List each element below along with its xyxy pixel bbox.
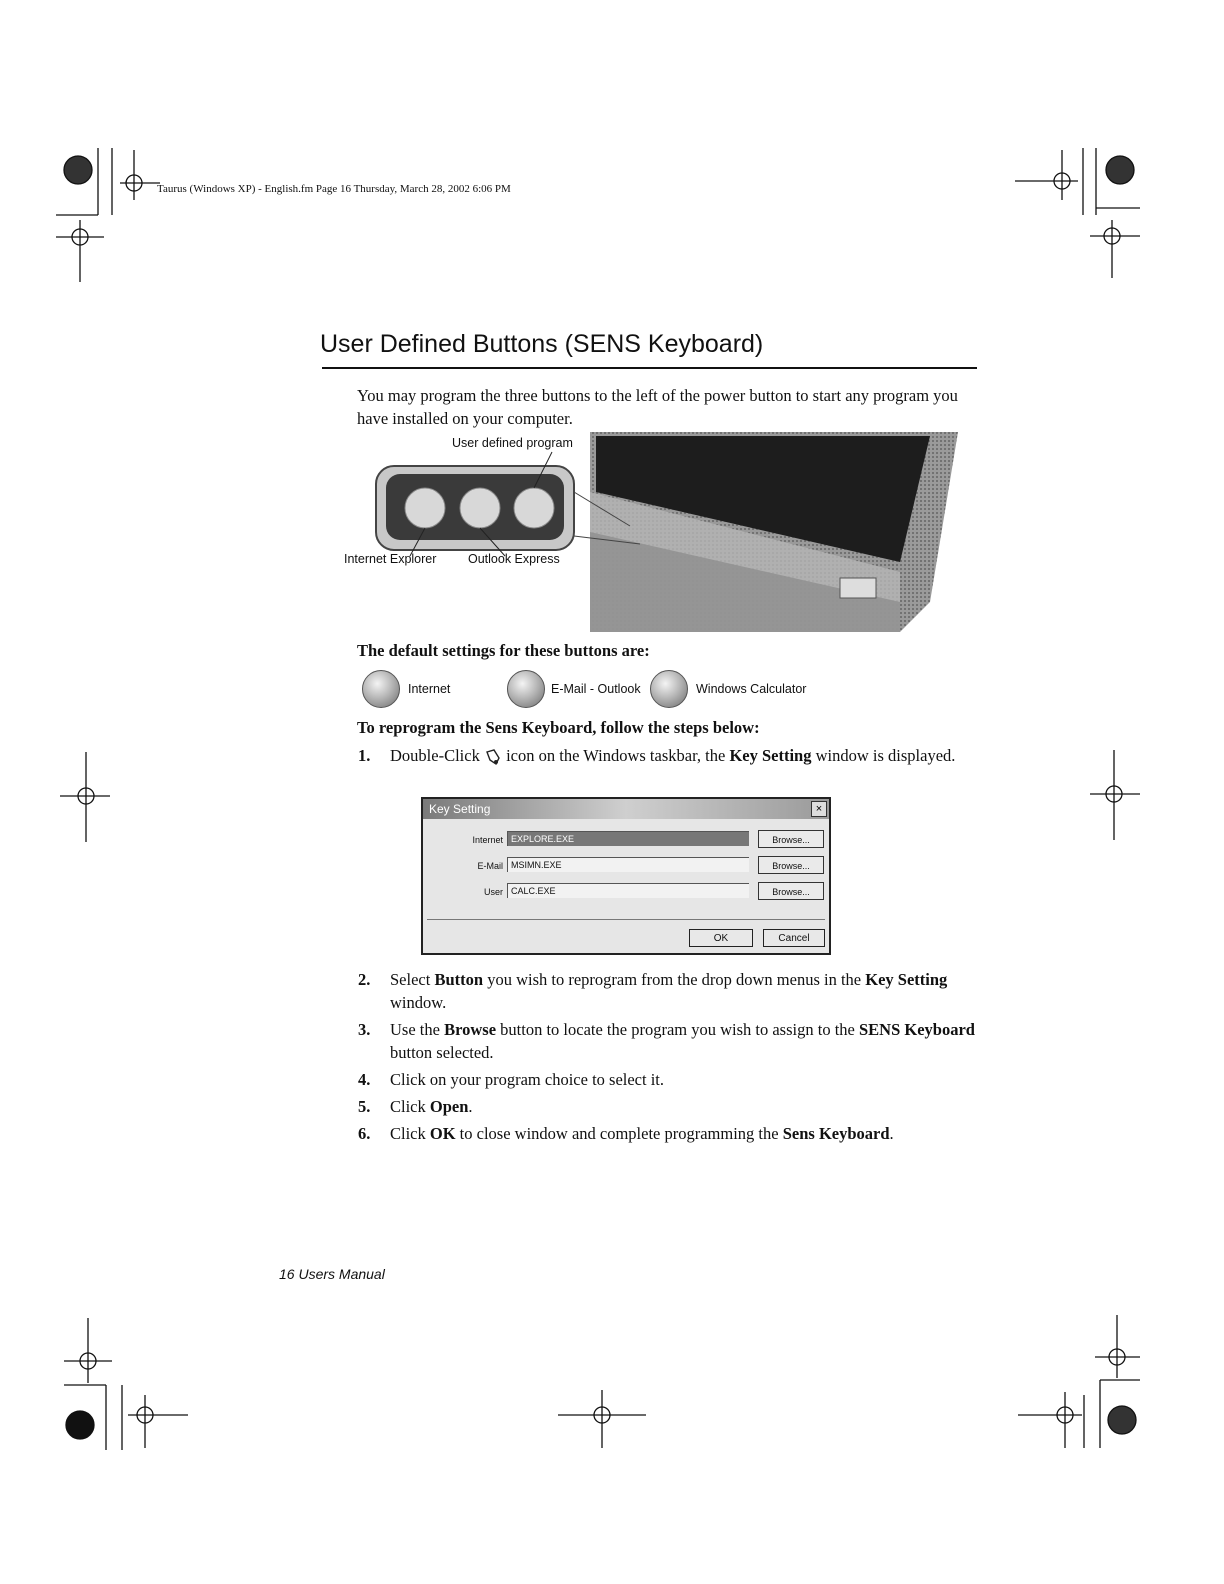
step-text-c: . [468,1097,473,1116]
step-text-d: window. [390,993,447,1012]
step1-bold: Key Setting [729,746,812,765]
step-number: 5. [358,1097,371,1116]
step-5 [358,1095,978,1118]
step-3 [358,1018,978,1064]
close-button[interactable]: × [811,801,827,817]
step1-text-b: icon on the Windows taskbar, the [506,746,726,765]
step-bold-1: OK [429,1124,456,1143]
step-bold-1: Open [429,1097,469,1116]
cancel-button[interactable]: Cancel [763,929,825,947]
key-row-email [423,855,829,877]
step-bold-1: Browse [444,1020,497,1039]
step-text [390,1122,894,1145]
intro-paragraph: You may program the three buttons to the left of the power button to start any program you have installed on your computer. [357,386,958,428]
calculator-button-icon [650,670,688,708]
email-button-icon [507,670,545,708]
step-bold-1: Button [434,970,484,989]
step-text [390,1068,664,1091]
file-header: Taurus (Windows XP) - English.fm Page 16 Thursday, March 28, 2002 6:06 PM [157,183,511,195]
browse-button-internet[interactable]: Browse... [758,830,824,848]
step-6 [358,1122,978,1145]
step-bold-2: Sens Keyboard [782,1124,890,1143]
step-4 [358,1068,978,1091]
step-text-d: button selected. [390,1043,494,1062]
step-text-a: Click [390,1097,430,1116]
page-title: User Defined Buttons (SENS Keyboard) [320,330,764,358]
key-row-user [423,881,829,903]
step-number: 2. [358,970,371,989]
step-bold-2: Key Setting [865,970,948,989]
step-text [390,1095,473,1118]
step-text-c: button to locate the program you wish to assign to the [496,1020,859,1039]
step-text-c: to close window and complete programming the [455,1124,783,1143]
step-text-a: Use the [390,1020,445,1039]
step-text [390,968,978,1014]
step-number: 3. [358,1020,371,1039]
step-bold-2: SENS Keyboard [858,1020,975,1039]
step-list [358,968,978,1149]
step-text [390,744,955,767]
title-divider [322,367,977,369]
step-text-c: you wish to reprogram from the drop down menus in the [483,970,866,989]
step1-text-a: Double-Click [390,746,480,765]
key-setting-window [421,797,831,955]
key-row-internet [423,829,829,851]
step-2 [358,968,978,1014]
reprogram-heading: To reprogram the Sens Keyboard, follow the steps below: [357,718,760,737]
window-title: Key Setting [429,802,491,816]
default-internet-label: Internet [408,682,451,696]
browse-button-user[interactable]: Browse... [758,882,824,900]
step1-text-c: window is displayed. [815,746,956,765]
window-titlebar [423,799,829,819]
step-text-d: . [889,1124,894,1143]
step-text [390,1018,978,1064]
default-calculator [650,670,806,708]
label-user-defined: User defined program [452,436,573,450]
email-program-field[interactable]: MSIMN.EXE [507,857,749,872]
internet-button-icon [362,670,400,708]
step-number: 6. [358,1124,371,1143]
laptop-photo [340,432,960,632]
user-program-field[interactable]: CALC.EXE [507,883,749,898]
internet-program-field[interactable]: EXPLORE.EXE [507,831,749,846]
browse-button-email[interactable]: Browse... [758,856,824,874]
step-text-a: Select [390,970,435,989]
step-text-a: Click [390,1124,430,1143]
defaults-heading: The default settings for these buttons are: [357,641,650,660]
row-label: E-Mail [477,861,503,871]
default-calculator-label: Windows Calculator [696,682,807,696]
step-1 [358,744,958,767]
row-label: Internet [472,835,503,845]
ok-button[interactable]: OK [689,929,753,947]
default-internet [362,670,450,708]
default-email-label: E-Mail - Outlook [551,682,641,696]
label-internet-explorer: Internet Explorer [344,552,437,566]
sens-tray-icon [484,748,502,766]
row-label: User [483,887,503,897]
laptop-figure [340,432,960,632]
window-divider [427,919,825,920]
step-text-a: Click on your program choice to select it. [390,1070,665,1089]
page-footer: 16 Users Manual [279,1266,385,1282]
label-outlook-express: Outlook Express [468,552,560,566]
step-number: 4. [358,1070,371,1089]
step-number: 1. [358,746,371,765]
default-email [507,670,641,708]
